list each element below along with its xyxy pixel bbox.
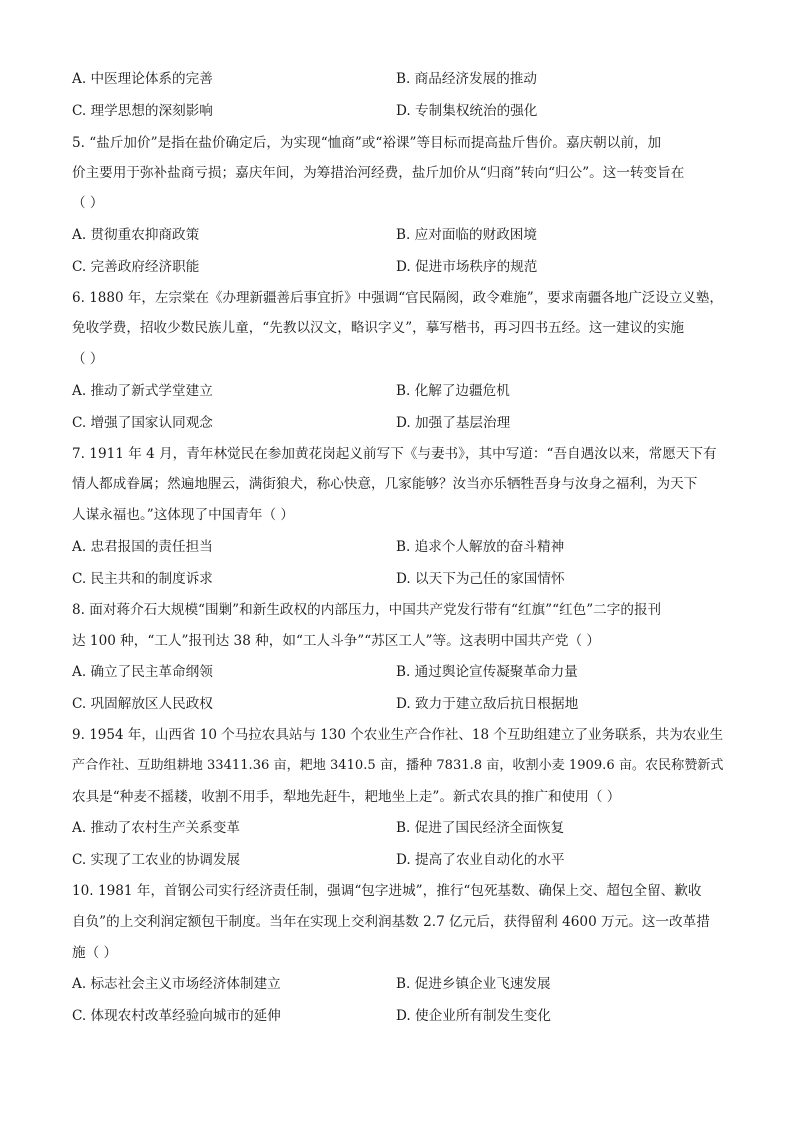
q7-option-b: B. 追求个人解放的奋斗精神 [396, 539, 565, 555]
q10-option-d: D. 使企业所有制发生变化 [396, 1008, 551, 1024]
q8-option-b: B. 通过舆论宣传凝聚革命力量 [396, 664, 578, 680]
q6-stem-line-3: （ ） [72, 351, 104, 367]
q4-option-c: C. 理学思想的深刻影响 [72, 103, 213, 119]
q6-option-b: B. 化解了边疆危机 [396, 383, 510, 399]
q7-option-c: C. 民主共和的制度诉求 [72, 571, 213, 587]
q5-option-d: D. 促进市场秩序的规范 [396, 259, 538, 275]
q10-stem-line-2: 自负”的上交利润定额包干制度。当年在实现上交利润基数 2.7 亿元后，获得留利 4600 万元。这一改革措 [72, 914, 710, 930]
q5-option-c: C. 完善政府经济职能 [72, 259, 200, 275]
q9-option-b: B. 促进了国民经济全面恢复 [396, 820, 565, 836]
q9-option-a: A. 推动了农村生产关系变革 [72, 820, 240, 836]
q7-stem-line-3: 人谋永福也。”这体现了中国青年（ ） [72, 507, 294, 523]
q5-stem-line-3: （ ） [72, 195, 104, 211]
q8-option-a: A. 确立了民主革命纲领 [72, 664, 213, 680]
q10-stem-line-1: 10. 1981 年，首钢公司实行经济责任制，强调“包字进城”，推行“包死基数、确保上交、超包全留、歉收 [72, 883, 702, 899]
q9-stem-line-3: 农具是“种麦不摇耧，收割不用手，犁地先赶牛，耙地坐上走”。新式农具的推广和使用（ ） [72, 789, 621, 805]
q10-option-a: A. 标志社会主义市场经济体制建立 [72, 976, 281, 992]
q6-option-d: D. 加强了基层治理 [396, 415, 511, 431]
q8-option-c: C. 巩固解放区人民政权 [72, 696, 213, 712]
q7-stem-line-2: 情人都成眷属；然遍地腥云，满街狼犬，称心快意，几家能够？汝当亦乐牺牲吾身与汝身之福利，为天下 [72, 476, 698, 492]
q10-option-c: C. 体现农村改革经验向城市的延伸 [72, 1008, 281, 1024]
q5-option-b: B. 应对面临的财政困境 [396, 227, 537, 243]
q9-option-d: D. 提高了农业自动化的水平 [396, 852, 565, 868]
q9-stem-line-2: 产合作社、互助组耕地 33411.36 亩，耙地 3410.5 亩，播种 7831.8 亩，收割小麦 1909.6 亩。农民称赞新式 [72, 758, 724, 773]
q7-option-a: A. 忠君报国的责任担当 [72, 539, 213, 555]
q8-stem-line-1: 8. 面对蒋介石大规模“围剿”和新生政权的内部压力，中国共产党发行带有“红旗”“红色”二字的报刊 [72, 602, 662, 618]
q7-option-d: D. 以天下为己任的家国情怀 [396, 571, 565, 587]
q8-option-d: D. 致力于建立敌后抗日根据地 [396, 696, 579, 712]
q5-option-a: A. 贯彻重农抑商政策 [72, 227, 200, 243]
q10-option-b: B. 促进乡镇企业飞速发展 [396, 976, 551, 992]
q6-stem-line-2: 免收学费，招收少数民族儿童，“先教以汉文，略识字义”，摹写楷书，再习四书五经。这一建议的实施 [72, 320, 685, 336]
q6-option-a: A. 推动了新式学堂建立 [72, 383, 213, 399]
q6-stem-line-1: 6. 1880 年，左宗棠在《办理新疆善后事宜折》中强调“官民隔阂，政令难施”，要求南疆各地广泛设立义塾， [72, 290, 723, 306]
q9-stem-line-1: 9. 1954 年，山西省 10 个马拉农具站与 130 个农业生产合作社、18 个互助组建立了业务联系，共为农业生 [72, 727, 724, 743]
q7-stem-line-1: 7. 1911 年 4 月，青年林觉民在参加黄花岗起义前写下《与妻书》，其中写道：“吾自遇汝以来，常愿天下有 [72, 446, 717, 462]
q10-stem-line-3: 施（ ） [72, 945, 118, 961]
q8-stem-line-2: 达 100 种，“工人”报刊达 38 种，如“工人斗争”“苏区工人”等。这表明中国共产党（ ） [72, 633, 600, 649]
q4-option-b: B. 商品经济发展的推动 [396, 71, 537, 87]
q4-option-d: D. 专制集权统治的强化 [396, 103, 538, 119]
q9-option-c: C. 实现了工农业的协调发展 [72, 852, 241, 868]
q5-stem-line-2: 价主要用于弥补盐商亏损；嘉庆年间，为筹措治河经费，盐斤加价从“归商”转向“归公”。这一转变旨在 [72, 165, 685, 181]
q5-stem-line-1: 5. “盐斤加价”是指在盐价确定后，为实现“恤商”或“裕课”等目标而提高盐斤售价。嘉庆朝以前，加 [72, 135, 662, 151]
q6-option-c: C. 增强了国家认同观念 [72, 415, 213, 431]
q4-option-a: A. 中医理论体系的完善 [72, 71, 213, 87]
